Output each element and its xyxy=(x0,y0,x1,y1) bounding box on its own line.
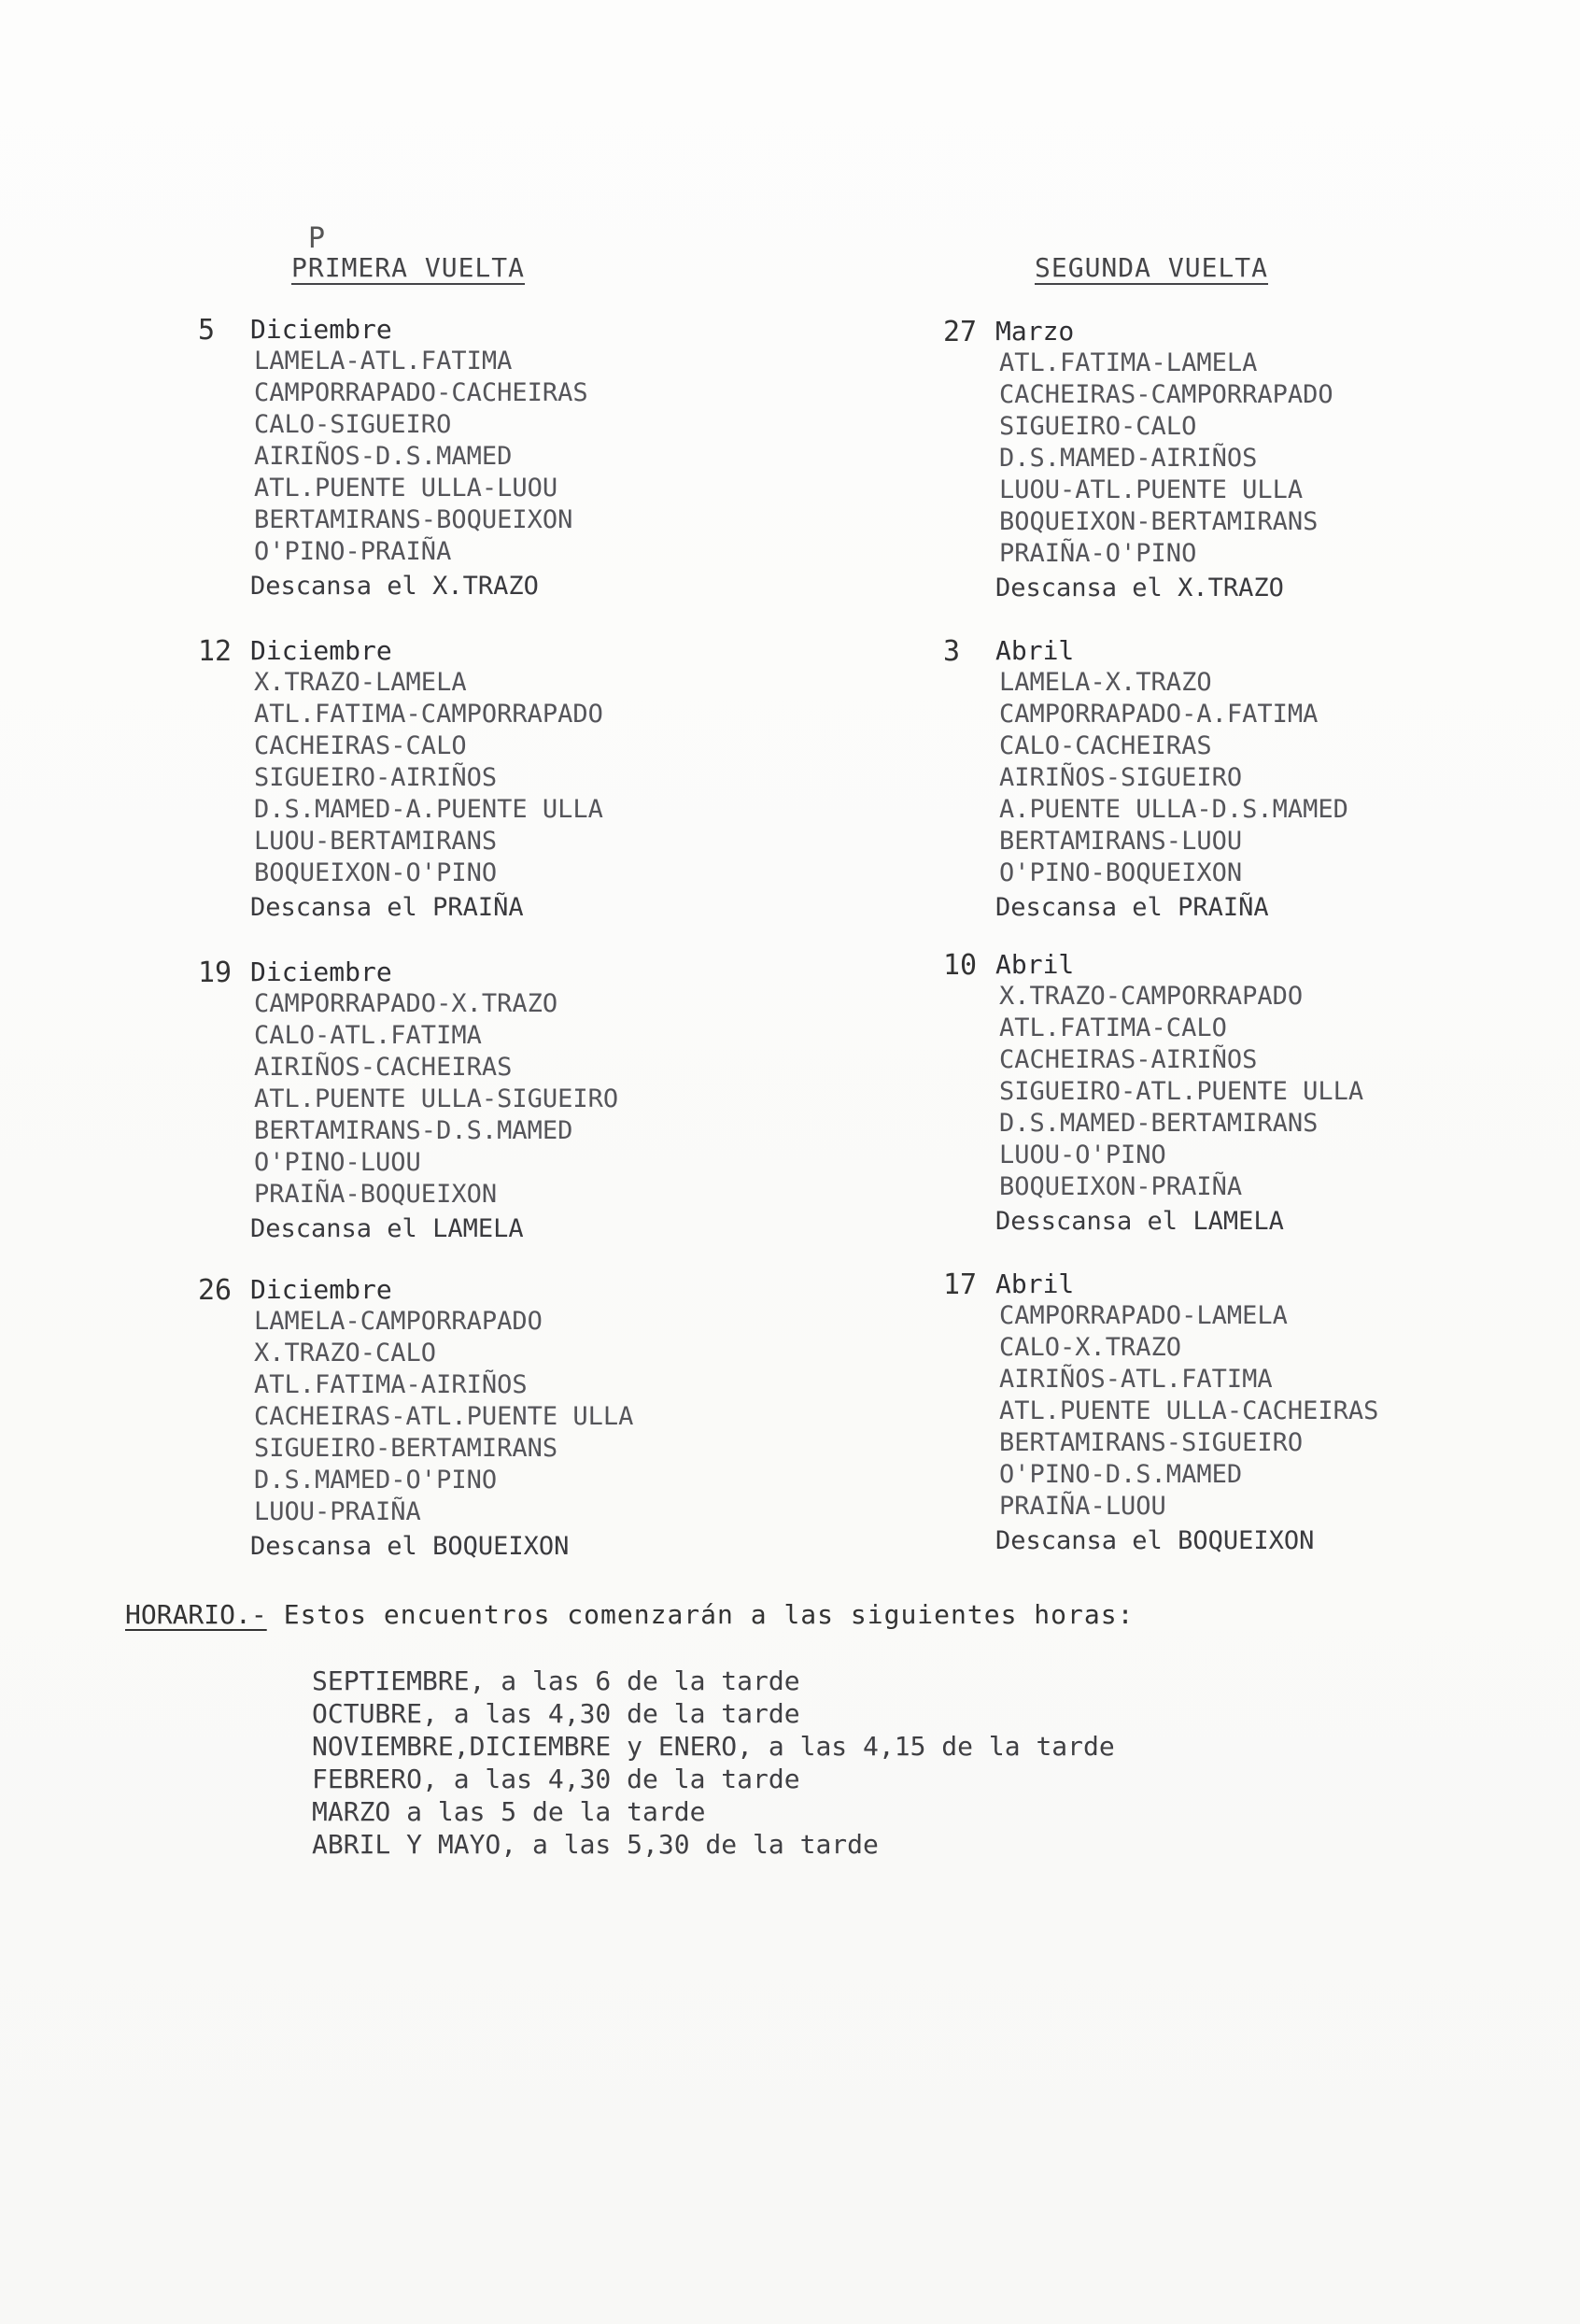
match-item: PRAIÑA-BOQUEIXON xyxy=(254,1180,498,1209)
match-list xyxy=(254,1306,633,1528)
schedule-line: FEBRERO, a las 4,30 de la tarde xyxy=(312,1764,800,1794)
match-item: CACHEIRAS-ATL.PUENTE ULLA xyxy=(254,1402,634,1431)
match-item: SIGUEIRO-AIRIÑOS xyxy=(254,763,498,792)
match-item: D.S.MAMED-A.PUENTE ULLA xyxy=(254,795,603,824)
match-item: SIGUEIRO-BERTAMIRANS xyxy=(254,1434,558,1463)
round-day: 12 xyxy=(198,635,233,668)
match-list xyxy=(254,346,588,568)
round-day: 5 xyxy=(198,314,216,347)
match-item: X.TRAZO-LAMELA xyxy=(254,668,467,697)
round-day: 17 xyxy=(943,1268,978,1301)
match-item: ATL.PUENTE ULLA-CACHEIRAS xyxy=(999,1396,1379,1425)
match-item: LUOU-ATL.PUENTE ULLA xyxy=(999,475,1304,504)
match-item: BERTAMIRANS-SIGUEIRO xyxy=(999,1428,1304,1457)
heading-segunda-vuelta: SEGUNDA VUELTA xyxy=(1035,252,1269,283)
round-month: Diciembre xyxy=(250,1274,392,1305)
round-day: 3 xyxy=(943,635,961,668)
rest-team-note: Descansa el X.TRAZO xyxy=(995,574,1284,602)
match-item: CAMPORRAPADO-CACHEIRAS xyxy=(254,378,588,407)
match-item: D.S.MAMED-BERTAMIRANS xyxy=(999,1109,1319,1138)
round-month: Abril xyxy=(995,1268,1075,1299)
match-item: CALO-CACHEIRAS xyxy=(999,731,1212,760)
rest-team-note: Desscansa el LAMELA xyxy=(995,1207,1284,1236)
match-item: AIRIÑOS-SIGUEIRO xyxy=(999,763,1243,792)
schedule-line: ABRIL Y MAYO, a las 5,30 de la tarde xyxy=(312,1829,879,1860)
round-day: 26 xyxy=(198,1274,233,1307)
match-list xyxy=(999,667,1348,889)
rest-team-note: Descansa el PRAIÑA xyxy=(250,893,524,922)
horario-schedule-list xyxy=(312,1665,1115,1861)
match-list xyxy=(254,667,603,889)
match-item: BOQUEIXON-BERTAMIRANS xyxy=(999,507,1319,536)
match-item: CALO-X.TRAZO xyxy=(999,1333,1182,1362)
round-month: Marzo xyxy=(995,316,1075,347)
match-item: CALO-ATL.FATIMA xyxy=(254,1021,482,1050)
match-item: ATL.FATIMA-CALO xyxy=(999,1013,1227,1042)
rest-team-note: Descansa el BOQUEIXON xyxy=(250,1532,570,1561)
round-day: 27 xyxy=(943,316,978,348)
match-item: ATL.PUENTE ULLA-LUOU xyxy=(254,474,558,503)
schedule-line: SEPTIEMBRE, a las 6 de la tarde xyxy=(312,1665,800,1696)
rest-team-note: Descansa el BOQUEIXON xyxy=(995,1526,1315,1555)
rest-team-note: Descansa el LAMELA xyxy=(250,1214,524,1243)
round-month: Abril xyxy=(995,949,1075,980)
rest-team-note: Descansa el X.TRAZO xyxy=(250,572,539,601)
match-item: ATL.PUENTE ULLA-SIGUEIRO xyxy=(254,1084,619,1113)
match-item: PRAIÑA-LUOU xyxy=(999,1492,1166,1521)
match-item: ATL.FATIMA-CAMPORRAPADO xyxy=(254,700,603,729)
schedule-line: OCTUBRE, a las 4,30 de la tarde xyxy=(312,1698,800,1729)
schedule-line: MARZO a las 5 de la tarde xyxy=(312,1796,706,1827)
match-item: CAMPORRAPADO-LAMELA xyxy=(999,1301,1288,1330)
match-item: CACHEIRAS-CAMPORRAPADO xyxy=(999,380,1333,409)
match-item: LUOU-BERTAMIRANS xyxy=(254,827,498,856)
match-item: PRAIÑA-O'PINO xyxy=(999,539,1197,568)
match-item: BOQUEIXON-O'PINO xyxy=(254,858,498,887)
schedule-line: NOVIEMBRE,DICIEMBRE y ENERO, a las 4,15 de la tarde xyxy=(312,1731,1115,1762)
match-item: BERTAMIRANS-D.S.MAMED xyxy=(254,1116,573,1145)
heading-primera-vuelta: PRIMERA VUELTA xyxy=(291,252,526,283)
match-item: AIRIÑOS-ATL.FATIMA xyxy=(999,1365,1273,1394)
match-list xyxy=(999,347,1333,570)
match-item: ATL.FATIMA-LAMELA xyxy=(999,348,1258,377)
match-item: CAMPORRAPADO-X.TRAZO xyxy=(254,989,558,1018)
match-item: LAMELA-X.TRAZO xyxy=(999,668,1212,697)
match-item: LAMELA-CAMPORRAPADO xyxy=(254,1307,543,1336)
match-item: SIGUEIRO-CALO xyxy=(999,412,1197,441)
match-list xyxy=(254,988,618,1211)
round-day: 19 xyxy=(198,957,233,989)
match-item: A.PUENTE ULLA-D.S.MAMED xyxy=(999,795,1348,824)
match-item: BERTAMIRANS-LUOU xyxy=(999,827,1243,856)
match-item: LUOU-O'PINO xyxy=(999,1141,1166,1169)
match-item: CACHEIRAS-CALO xyxy=(254,731,467,760)
round-month: Abril xyxy=(995,635,1075,666)
match-item: LAMELA-ATL.FATIMA xyxy=(254,347,513,376)
match-item: BERTAMIRANS-BOQUEIXON xyxy=(254,505,573,534)
page-mark: P xyxy=(308,222,326,255)
match-item: CAMPORRAPADO-A.FATIMA xyxy=(999,700,1319,729)
match-item: X.TRAZO-CAMPORRAPADO xyxy=(999,982,1304,1011)
round-month: Diciembre xyxy=(250,314,392,345)
match-item: CACHEIRAS-AIRIÑOS xyxy=(999,1045,1258,1074)
match-item: D.S.MAMED-AIRIÑOS xyxy=(999,444,1258,473)
match-item: CALO-SIGUEIRO xyxy=(254,410,452,439)
match-item: ATL.FATIMA-AIRIÑOS xyxy=(254,1370,528,1399)
match-item: O'PINO-D.S.MAMED xyxy=(999,1460,1243,1489)
horario-intro: Estos encuentros comenzarán a las siguientes horas: xyxy=(283,1599,1135,1630)
rest-team-note: Descansa el PRAIÑA xyxy=(995,893,1269,922)
match-item: D.S.MAMED-O'PINO xyxy=(254,1466,498,1495)
match-item: O'PINO-BOQUEIXON xyxy=(999,858,1243,887)
round-month: Diciembre xyxy=(250,635,392,666)
match-item: AIRIÑOS-CACHEIRAS xyxy=(254,1053,513,1082)
match-list xyxy=(999,981,1363,1203)
match-item: AIRIÑOS-D.S.MAMED xyxy=(254,442,513,471)
match-item: O'PINO-PRAIÑA xyxy=(254,537,452,566)
round-day: 10 xyxy=(943,949,978,982)
match-item: X.TRAZO-CALO xyxy=(254,1339,437,1367)
match-item: LUOU-PRAIÑA xyxy=(254,1497,421,1526)
match-item: O'PINO-LUOU xyxy=(254,1148,421,1177)
horario-section xyxy=(125,1599,1134,1630)
match-item: SIGUEIRO-ATL.PUENTE ULLA xyxy=(999,1077,1364,1106)
match-list xyxy=(999,1300,1378,1523)
round-month: Diciembre xyxy=(250,957,392,987)
match-item: BOQUEIXON-PRAIÑA xyxy=(999,1172,1243,1201)
horario-label: HORARIO.- xyxy=(125,1599,267,1630)
